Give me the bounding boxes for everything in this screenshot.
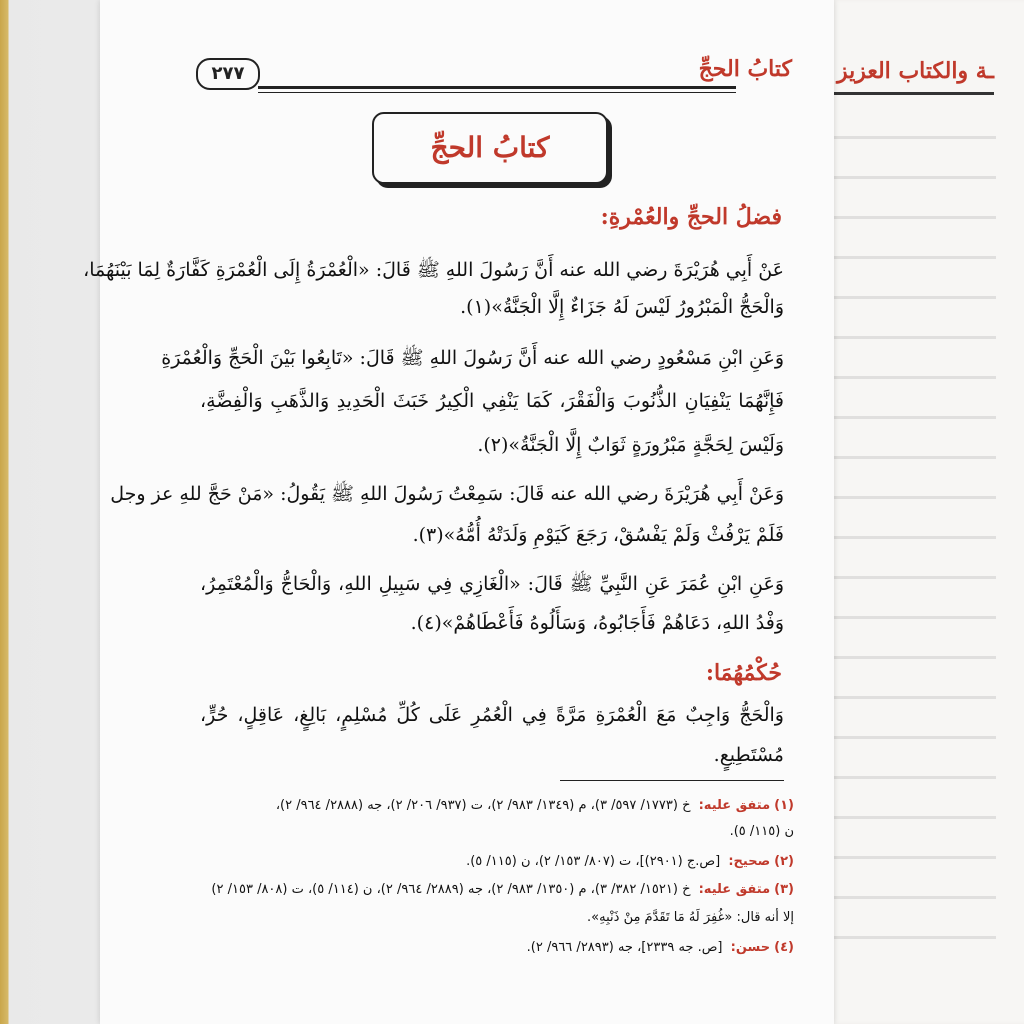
hadith-1-line-1: عَنْ أَبِي هُرَيْرَةَ رضي الله عنه أَنَّ رَسُولَ اللهِ ﷺ قَالَ: «الْعُمْرَةُ إِلَى الْعُمْرَةِ كَفَّارَةٌ لِمَا بَيْنَهُمَا، bbox=[83, 259, 784, 281]
footnote-grade: صحيح: bbox=[728, 854, 771, 869]
ruling-line-2: مُسْتَطِيعٍ. bbox=[713, 744, 784, 766]
hadith-3-line-1: وَعَنْ أَبِي هُرَيْرَةَ رضي الله عنه قَالَ: سَمِعْتُ رَسُولَ اللهِ ﷺ يَقُولُ: «مَنْ حَجَّ للهِ عز وجل bbox=[110, 483, 784, 505]
footnote-grade: متفق عليه: bbox=[698, 882, 771, 897]
footnote-grade: حسن: bbox=[730, 940, 771, 955]
chapter-title: كتابُ الحجِّ bbox=[430, 131, 550, 164]
facing-page-rule bbox=[826, 92, 994, 95]
footnote-grade: متفق عليه: bbox=[698, 798, 771, 813]
footnote-2 bbox=[200, 854, 794, 869]
footnote-text: خ (١٥٢١/ ٣٨٢/ ٣)، م (١٣٥٠/ ٩٨٣/ ٢)، جه (٢٨٨٩/ ٩٦٤/ ٢)، ن (١١٤/ ٥)، ت (٨٠٨/ ١٥٣/ ٢) bbox=[211, 882, 691, 897]
hadith-1-line-2: وَالْحَجُّ الْمَبْرُورُ لَيْسَ لَهُ جَزَاءٌ إِلَّا الْجَنَّةُ»(١). bbox=[460, 296, 784, 318]
footnote-3-cont bbox=[200, 910, 794, 925]
chapter-title-frame bbox=[372, 112, 608, 184]
footnote-separator bbox=[560, 780, 784, 781]
hadith-4-line-2: وَفْدُ اللهِ، دَعَاهُمْ فَأَجَابُوهُ، وَسَأَلُوهُ فَأَعْطَاهُمْ»(٤). bbox=[410, 612, 784, 634]
footnote-text: [ص. جه ٢٣٣٩]، جه (٢٨٩٣/ ٩٦٦/ ٢). bbox=[526, 940, 723, 955]
footnote-text: ن (١١٥/ ٥). bbox=[729, 824, 794, 839]
footnote-number: (١) bbox=[774, 798, 794, 813]
page-number: ٢٧٧ bbox=[196, 58, 260, 90]
footnote-3 bbox=[200, 882, 794, 897]
page-header bbox=[196, 52, 792, 96]
hadith-2-line-2: فَإِنَّهُمَا يَنْفِيَانِ الذُّنُوبَ وَالْفَقْرَ، كَمَا يَنْفِي الْكِيرُ خَبَثَ الْحَدِيدِ وَالذَّهَبِ وَالْفِضَّةِ، bbox=[200, 390, 784, 412]
footnote-1 bbox=[200, 798, 794, 813]
footnote-text: إلا أنه قال: «غُفِرَ لَهُ مَا تَقَدَّمَ مِنْ ذَنْبِهِ». bbox=[587, 910, 794, 925]
hadith-3-line-2: فَلَمْ يَرْفُثْ وَلَمْ يَفْسُقْ، رَجَعَ كَيَوْمِ وَلَدَتْهُ أُمُّهُ»(٣). bbox=[412, 524, 784, 546]
hadith-4-line-1: وَعَنِ ابْنِ عُمَرَ عَنِ النَّبِيِّ ﷺ قَالَ: «الْغَازِي فِي سَبِيلِ اللهِ، وَالْحَاجُّ وَالْمُعْتَمِرُ، bbox=[200, 573, 784, 595]
section-heading-virtue: فضلُ الحجِّ والعُمْرةِ: bbox=[600, 204, 782, 230]
hadith-2-line-3: وَلَيْسَ لِحَجَّةٍ مَبْرُورَةٍ ثَوَابٌ إِلَّا الْجَنَّةُ»(٢). bbox=[477, 434, 784, 456]
facing-page bbox=[826, 0, 1024, 1024]
footnote-4 bbox=[200, 940, 794, 955]
ruling-line-1: وَالْحَجُّ وَاجِبٌ مَعَ الْعُمْرَةِ مَرَّةً فِي الْعُمُرِ عَلَى كُلِّ مُسْلِمٍ، بَالِغٍ، عَاقِلٍ، حُرٍّ، bbox=[200, 704, 784, 726]
facing-page-title: ـة والكتاب العزيز bbox=[836, 58, 994, 84]
footnote-number: (٤) bbox=[774, 940, 794, 955]
footnote-text: خ (١٧٧٣/ ٥٩٧/ ٣)، م (١٣٤٩/ ٩٨٣/ ٢)، ت (٩٣٧/ ٢٠٦/ ٢)، جه (٢٨٨٨/ ٩٦٤/ ٢)، bbox=[275, 798, 691, 813]
running-title: كتابُ الحجِّ bbox=[698, 56, 792, 82]
footnote-text: [ص.ج (٢٩٠١)]، ت (٨٠٧/ ١٥٣/ ٢)، ن (١١٥/ ٥). bbox=[466, 854, 721, 869]
footnote-number: (٣) bbox=[774, 882, 794, 897]
header-rule-thin bbox=[258, 92, 736, 93]
header-rule bbox=[258, 86, 736, 89]
footnote-1-cont bbox=[200, 824, 794, 839]
footnote-number: (٢) bbox=[774, 854, 794, 869]
hadith-2-line-1: وَعَنِ ابْنِ مَسْعُودٍ رضي الله عنه أَنَّ رَسُولَ اللهِ ﷺ قَالَ: «تَابِعُوا بَيْنَ الْحَجِّ وَالْعُمْرَةِ bbox=[161, 347, 784, 369]
section-heading-ruling: حُكْمُهُمَا: bbox=[705, 660, 782, 686]
facing-page-text-lines bbox=[826, 110, 996, 970]
